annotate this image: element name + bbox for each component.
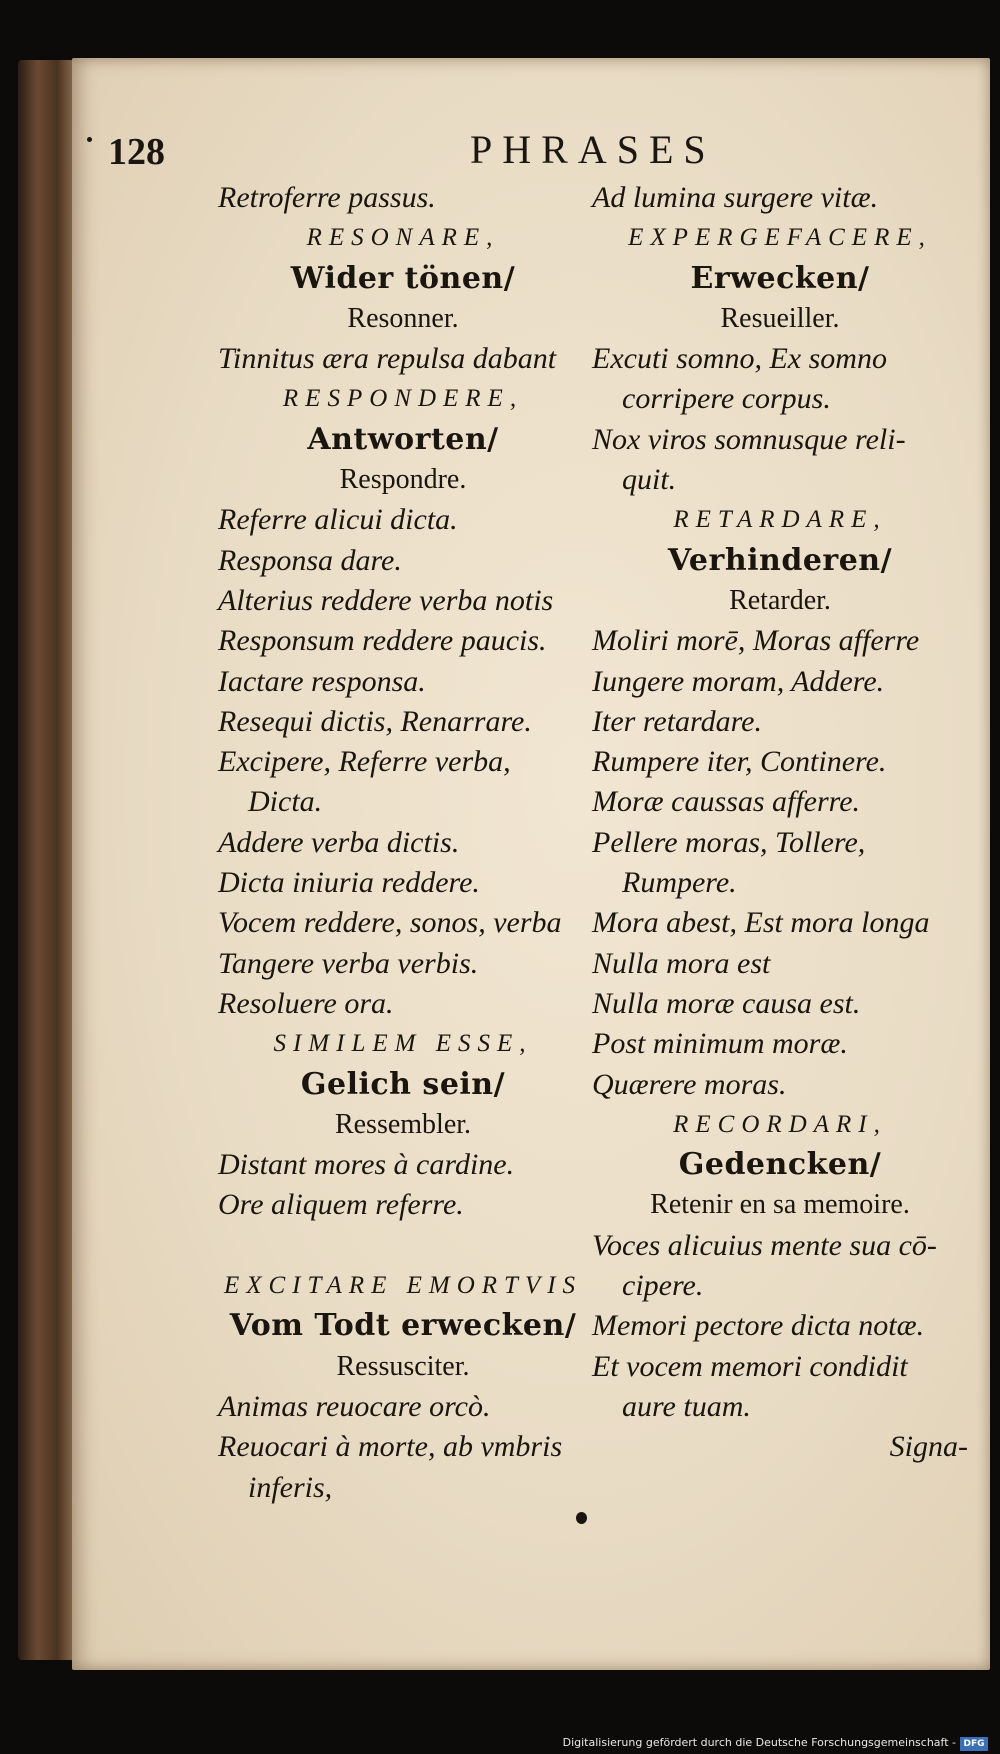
latin-phrase: Ore aliquem referre. xyxy=(218,1188,464,1222)
entry-heading: EXCITARE EMORTVIS xyxy=(223,1272,583,1300)
latin-phrase: Animas reuocare orcò. xyxy=(218,1389,491,1423)
right-column xyxy=(592,178,968,1468)
latin-phrase: Alterius reddere verba notis xyxy=(218,583,554,617)
french-gloss: Ressembler. xyxy=(334,1108,472,1140)
entry-heading: RESPONDERE, xyxy=(282,385,524,413)
german-gloss: Gelich sein/ xyxy=(300,1066,506,1102)
latin-phrase: Nox viros somnusque reli- xyxy=(592,422,906,456)
french-gloss: Retenir en sa memoire. xyxy=(650,1189,910,1221)
latin-phrase: Et vocem memori condidit xyxy=(592,1349,908,1383)
german-gloss: Erwecken/ xyxy=(690,260,870,296)
catchword: Signa- xyxy=(889,1430,968,1464)
page-number: 128 xyxy=(108,131,165,173)
entry-heading: SIMILEM ESSE, xyxy=(273,1030,533,1058)
running-head: PHRASES xyxy=(470,127,716,172)
german-gloss: Antworten/ xyxy=(307,421,499,457)
dfg-logo: DFG xyxy=(960,1737,988,1751)
latin-phrase: Responsa dare. xyxy=(218,543,402,577)
latin-phrase: Nulla mora est xyxy=(592,946,771,980)
latin-phrase: Mora abest, Est mora longa xyxy=(592,906,930,940)
book-edge xyxy=(18,60,74,1660)
latin-phrase-continuation: aure tuam. xyxy=(622,1389,751,1423)
latin-phrase-continuation: cipere. xyxy=(622,1269,704,1303)
latin-phrase: Tinnitus æra repulsa dabant xyxy=(218,342,557,376)
latin-phrase: Iter retardare. xyxy=(592,704,762,738)
entry-heading: EXPERGEFACERE, xyxy=(628,224,932,252)
latin-phrase: Quærere moras. xyxy=(592,1067,787,1101)
latin-phrase: Ad lumina surgere vitæ. xyxy=(592,181,879,214)
entry-heading: RECORDARI, xyxy=(673,1110,887,1138)
page-header xyxy=(0,122,1000,174)
latin-phrase: Post minimum moræ. xyxy=(592,1027,848,1061)
entry-heading: RESONARE, xyxy=(306,224,500,252)
german-gloss: Vom Todt erwecken/ xyxy=(229,1308,577,1344)
latin-phrase: Iungere moram, Addere. xyxy=(592,664,885,698)
left-column xyxy=(218,178,588,1508)
latin-phrase: Excipere, Referre verba, xyxy=(218,745,511,779)
blank-line xyxy=(218,1226,588,1266)
latin-phrase: Distant mores à cardine. xyxy=(218,1148,515,1182)
latin-phrase: Nulla moræ causa est. xyxy=(592,986,861,1020)
latin-phrase: Tangere verba verbis. xyxy=(218,946,479,980)
german-gloss: Verhinderen/ xyxy=(667,542,893,578)
ink-dot xyxy=(576,1512,587,1524)
latin-phrase-continuation: Rumpere. xyxy=(622,866,737,900)
latin-phrase: Iactare responsa. xyxy=(218,664,426,698)
french-gloss: Ressusciter. xyxy=(336,1350,470,1382)
latin-phrase-continuation: corripere corpus. xyxy=(622,382,831,416)
german-gloss: Gedencken/ xyxy=(678,1147,882,1183)
latin-phrase: Moliri morē, Moras afferre xyxy=(592,624,920,658)
latin-phrase: Moræ caussas afferre. xyxy=(592,785,861,819)
latin-phrase: Memori pectore dicta notæ. xyxy=(592,1309,925,1343)
german-gloss: Wider tönen/ xyxy=(290,260,516,296)
latin-phrase: Voces alicuius mente sua cō- xyxy=(592,1228,937,1262)
french-gloss: Retarder. xyxy=(729,584,831,616)
french-gloss: Resueiller. xyxy=(720,302,840,334)
latin-phrase: Excuti somno, Ex somno xyxy=(592,342,887,376)
latin-phrase: Referre alicui dicta. xyxy=(218,503,458,537)
latin-phrase-continuation: quit. xyxy=(622,463,677,497)
latin-phrase-continuation: inferis, xyxy=(248,1470,333,1504)
footer-credit: Digitalisierung gefördert durch die Deutsche Forschungsgemeinschaft - xyxy=(562,1736,956,1749)
french-gloss: Respondre. xyxy=(339,464,467,496)
latin-phrase: Resoluere ora. xyxy=(218,986,394,1020)
latin-phrase: Resequi dictis, Renarrare. xyxy=(218,704,532,738)
latin-phrase: Reuocari à morte, ab vmbris xyxy=(218,1430,563,1464)
latin-phrase: Vocem reddere, sonos, verba xyxy=(218,906,562,940)
latin-phrase: Addere verba dictis. xyxy=(218,825,460,859)
latin-phrase-continuation: Dicta. xyxy=(248,785,323,819)
latin-phrase: Pellere moras, Tollere, xyxy=(592,825,866,859)
entry-heading: RETARDARE, xyxy=(673,506,887,534)
french-gloss: Resonner. xyxy=(347,302,459,334)
latin-phrase: Rumpere iter, Continere. xyxy=(592,745,887,779)
latin-phrase: Retroferre passus. xyxy=(218,181,436,214)
latin-phrase: Responsum reddere paucis. xyxy=(218,624,547,658)
latin-phrase: Dicta iniuria reddere. xyxy=(218,866,480,900)
